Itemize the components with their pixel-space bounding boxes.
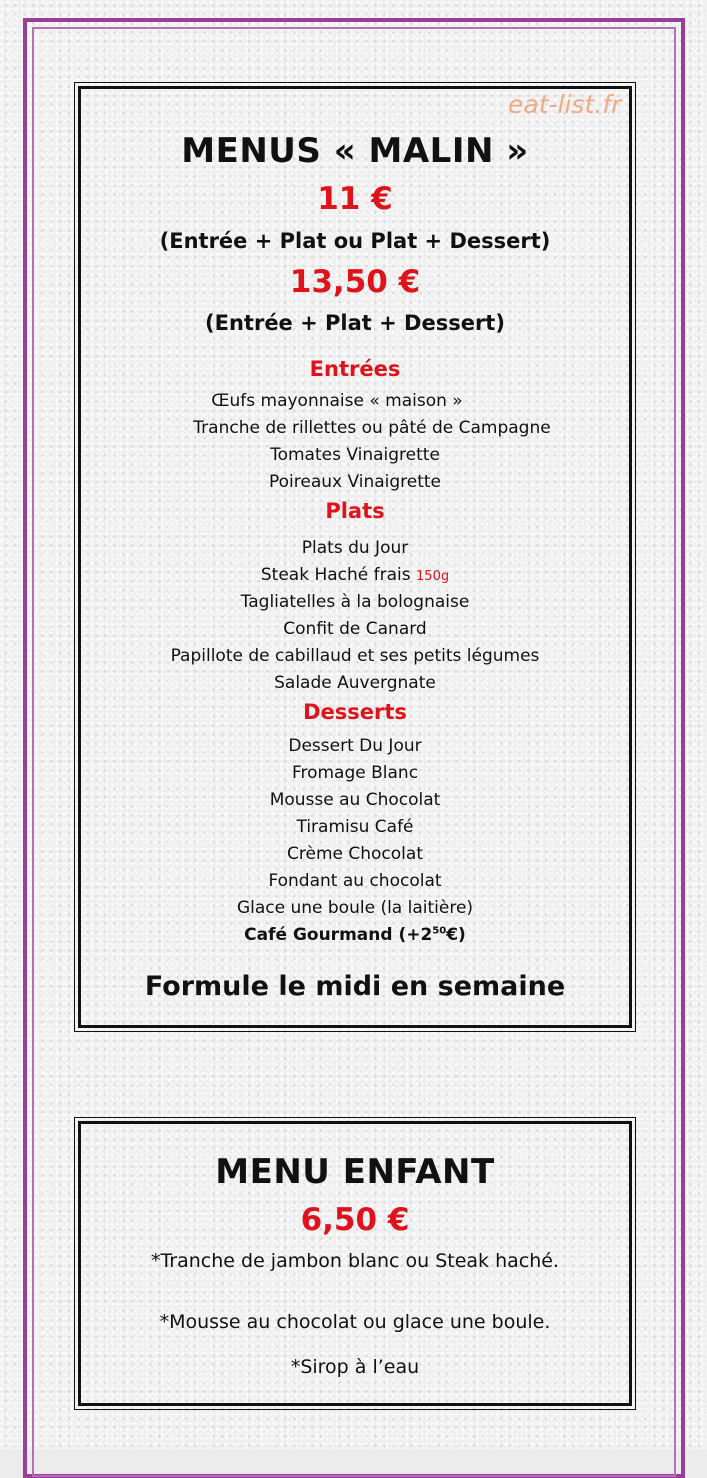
cafe-label: Café Gourmand (+2: [244, 925, 433, 945]
menu-enfant-title: MENU ENFANT: [215, 1152, 495, 1192]
enfant-item: *Tranche de jambon blanc ou Steak haché.: [150, 1250, 560, 1272]
menu-malin-box: [78, 86, 632, 1028]
plat-item: Plats du Jour: [301, 538, 409, 558]
price-13-50: 13,50 €: [289, 264, 421, 300]
dessert-item: Glace une boule (la laitière): [236, 898, 474, 918]
plat-item: Salade Auvergnate: [274, 673, 436, 693]
cafe-sup: 50: [432, 925, 447, 937]
menu-enfant-box: [78, 1121, 632, 1406]
entree-item: Tomates Vinaigrette: [270, 445, 440, 465]
dessert-item: Mousse au Chocolat: [269, 790, 441, 810]
steak-weight: 150g: [416, 569, 450, 584]
section-plats: Plats: [325, 499, 385, 523]
cafe-gourmand: [81, 925, 629, 945]
menu-malin-title: MENUS « MALIN »: [181, 131, 529, 171]
section-desserts: Desserts: [303, 700, 407, 724]
enfant-item: *Sirop à l’eau: [290, 1356, 420, 1378]
section-entrees: Entrées: [309, 357, 401, 381]
dessert-item: Dessert Du Jour: [288, 736, 422, 756]
enfant-item: *Mousse au chocolat ou glace une boule.: [159, 1311, 551, 1333]
cafe-end: €): [446, 925, 466, 945]
price-enfant: 6,50 €: [300, 1202, 410, 1238]
entree-item: Tranche de rillettes ou pâté de Campagne: [193, 418, 551, 438]
watermark: eat-list.fr: [508, 90, 622, 119]
dessert-item: Fondant au chocolat: [268, 871, 442, 891]
plat-item: Tagliatelles à la bolognaise: [240, 592, 470, 612]
formula-desc-2: (Entrée + Plat + Dessert): [205, 311, 505, 335]
price-11: 11 €: [317, 181, 393, 217]
plat-item: Confit de Canard: [283, 619, 427, 639]
plat-item-label: Steak Haché frais: [260, 565, 411, 585]
entree-item: Œufs mayonnaise « maison »: [211, 391, 463, 411]
entree-item: Poireaux Vinaigrette: [268, 472, 442, 492]
formule-midi: Formule le midi en semaine: [144, 971, 566, 1002]
formula-desc-1: (Entrée + Plat ou Plat + Dessert): [159, 229, 551, 253]
dessert-item: Tiramisu Café: [296, 817, 414, 837]
dessert-item: Fromage Blanc: [291, 763, 419, 783]
dessert-item: Crème Chocolat: [287, 844, 423, 864]
plat-item-steak: [81, 565, 629, 585]
plat-item: Papillote de cabillaud et ses petits légumes: [170, 646, 540, 666]
